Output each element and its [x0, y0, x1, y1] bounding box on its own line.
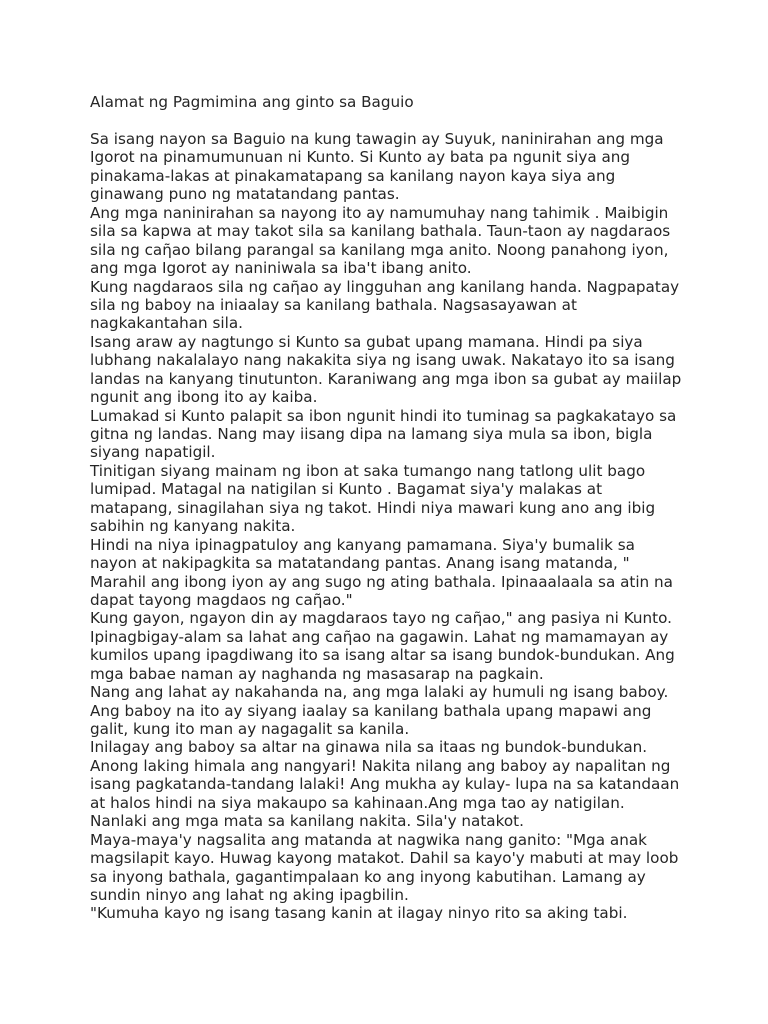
text-line: magsilapit kayo. Huwag kayong matakot. Dahil sa kayo'y mabuti at may loob [90, 849, 679, 868]
text-line: pinakama-lakas at pinakamatapang sa kanilang nayon kaya siya ang [90, 166, 616, 185]
text-line: Ang baboy na ito ay siyang iaalay sa kanilang bathala upang mapawi ang [90, 701, 652, 720]
text-line: Isang araw ay nagtungo si Kunto sa gubat upang mamana. Hindi pa siya [90, 332, 643, 351]
text-line: sila ng baboy na iniaalay sa kanilang bathala. Nagsasayawan at [90, 295, 577, 314]
text-line: kumilos upang ipagdiwang ito sa isang altar sa isang bundok-bundukan. Ang [90, 646, 675, 665]
text-line: landas na kanyang tinutunton. Karaniwang ang mga ibon sa gubat ay maiilap [90, 369, 682, 388]
text-line: sabihin ng kanyang nakita. [90, 517, 296, 536]
text-line: lumipad. Matagal na natigilan si Kunto . Bagamat siya'y malakas at [90, 480, 603, 499]
text-line: Marahil ang ibong iyon ay ang sugo ng ating bathala. Ipinaaalaala sa atin na [90, 572, 673, 591]
text-line: dapat tayong magdaos ng caῆao." [90, 590, 353, 609]
text-line: ang mga Igorot ay naniniwala sa iba't ibang anito. [90, 259, 472, 278]
document-body [90, 130, 730, 923]
text-line: "Kumuha kayo ng isang tasang kanin at ilagay ninyo rito sa aking tabi. [90, 904, 628, 923]
text-line: lubhang nakalalayo nang nakakita siya ng isang uwak. Nakatayo ito sa isang [90, 351, 675, 370]
text-line: Kung gayon, ngayon din ay magdaraos tayo ng caῆao," ang pasiya ni Kunto. [90, 609, 672, 628]
text-line: ngunit ang ibong ito ay kaiba. [90, 388, 318, 407]
text-line: nagkakantahan sila. [90, 314, 244, 333]
document-title: Alamat ng Pagmimina ang ginto sa Baguio [90, 93, 414, 111]
text-line: ginawang puno ng matatandang pantas. [90, 185, 400, 204]
text-line: mga babae naman ay naghanda ng masasarap na pagkain. [90, 664, 544, 683]
text-line: sundin ninyo ang lahat ng aking ipagbilin. [90, 885, 409, 904]
text-line: at halos hindi na siya makaupo sa kahinaan.Ang mga tao ay natigilan. [90, 793, 625, 812]
text-line: Lumakad si Kunto palapit sa ibon ngunit hindi ito tuminag sa pagkakatayo sa [90, 406, 677, 425]
text-line: Ang mga naninirahan sa nayong ito ay namumuhay nang tahimik . Maibigin [90, 203, 669, 222]
text-line: Maya-maya'y nagsalita ang matanda at nagwika nang ganito: "Mga anak [90, 830, 647, 849]
text-line: isang pagkatanda-tandang lalaki! Ang mukha ay kulay- lupa na sa katandaan [90, 775, 680, 794]
text-line: siyang napatigil. [90, 443, 216, 462]
text-line: Inilagay ang baboy sa altar na ginawa nila sa itaas ng bundok-bundukan. [90, 738, 648, 757]
text-line: matapang, sinagilahan siya ng takot. Hindi niya mawari kung ano ang ibig [90, 498, 656, 517]
text-line: Kung nagdaraos sila ng caῆao ay lingguhan ang kanilang handa. Nagpapatay [90, 277, 680, 296]
text-line: Sa isang nayon sa Baguio na kung tawagin ay Suyuk, naninirahan ang mga [90, 130, 664, 148]
text-line: Nanlaki ang mga mata sa kanilang nakita. Sila'y natakot. [90, 812, 524, 831]
text-line: Nang ang lahat ay nakahanda na, ang mga lalaki ay humuli ng isang baboy. [90, 683, 669, 702]
text-line: galit, kung ito man ay nagagalit sa kanila. [90, 720, 410, 738]
text-line: Hindi na niya ipinagpatuloy ang kanyang pamamana. Siya'y bumalik sa [90, 535, 635, 554]
text-line: gitna ng landas. Nang may iisang dipa na lamang siya mula sa ibon, bigla [90, 425, 653, 443]
text-line: sila ng caῆao bilang parangal sa kanilang mga anito. Noong panahong iyon, [90, 240, 669, 259]
text-line: sa inyong bathala, gagantimpalaan ko ang inyong kabutihan. Lamang ay [90, 867, 646, 886]
text-line: Igorot na pinamumunuan ni Kunto. Si Kunto ay bata pa ngunit siya ang [90, 148, 631, 167]
text-line: Tinitigan siyang mainam ng ibon at saka tumango nang tatlong ulit bago [90, 461, 646, 480]
text-line: Anong laking himala ang nangyari! Nakita nilang ang baboy ay napalitan ng [90, 756, 671, 775]
text-line: nayon at nakipagkita sa matatandang pantas. Anang isang matanda, " [90, 554, 630, 573]
text-line: sila sa kapwa at may takot sila sa kanilang bathala. Taun-taon ay nagdaraos [90, 222, 671, 241]
text-line: Ipinagbigay-alam sa lahat ang caῆao na gagawin. Lahat ng mamamayan ay [90, 627, 669, 646]
